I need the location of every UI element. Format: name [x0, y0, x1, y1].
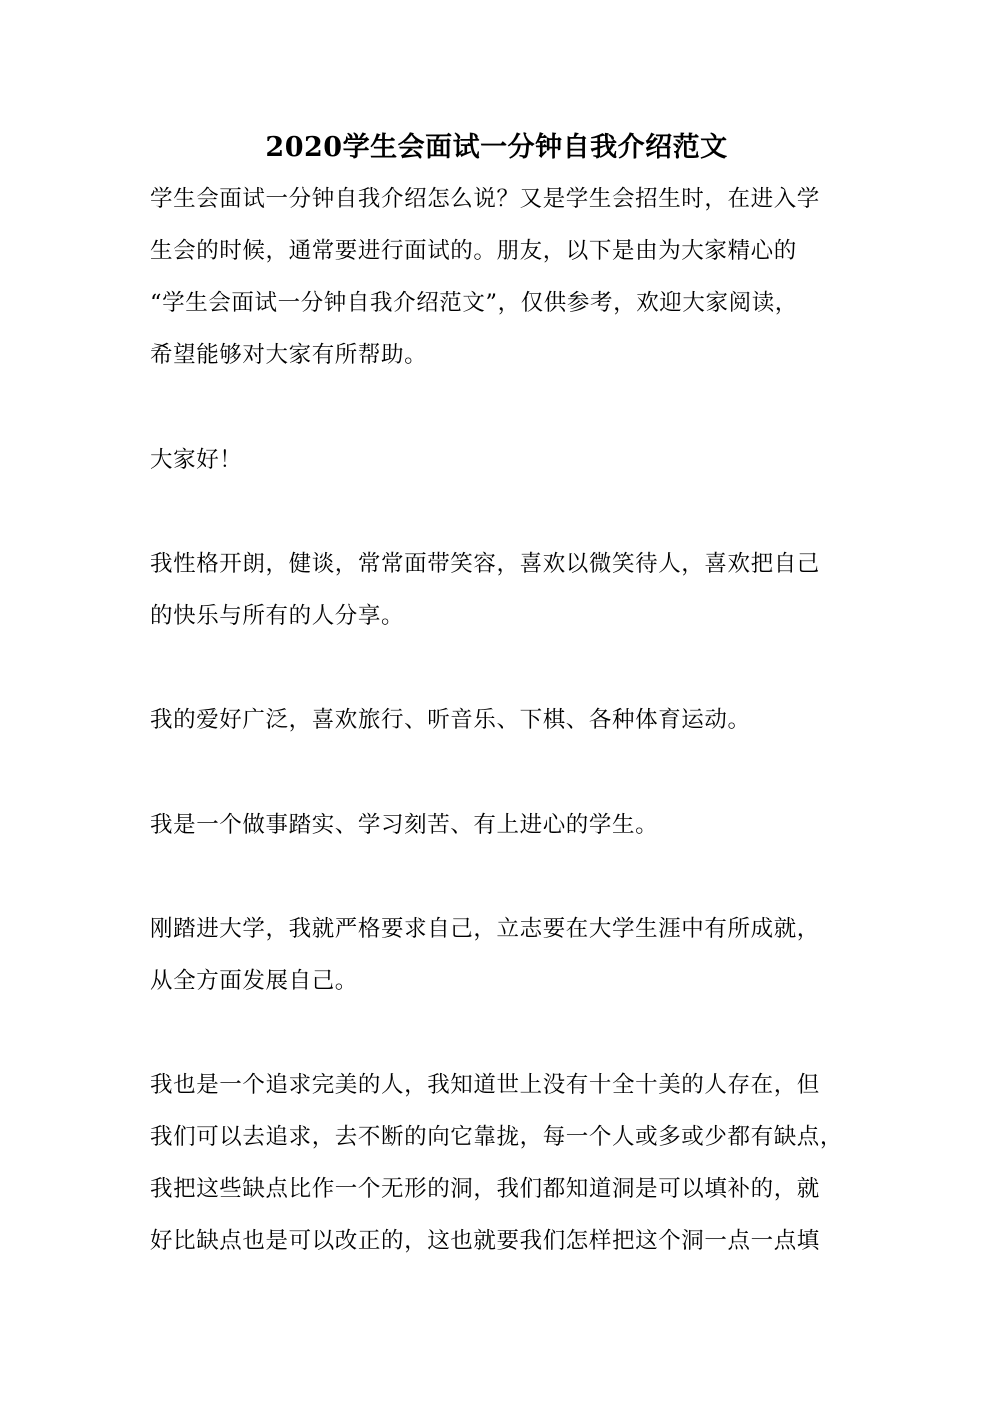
paragraph-personality-line-2: 的快乐与所有的人分享。: [150, 603, 405, 629]
paragraph-university-line-1: 刚踏进大学，我就严格要求自己，立志要在大学生涯中有所成就，: [150, 916, 820, 942]
paragraph-perfection-line-1: 我也是一个追求完美的人，我知道世上没有十全十美的人存在，但: [150, 1072, 820, 1098]
paragraph-student-line: 我是一个做事踏实、学习刻苦、有上进心的学生。: [150, 812, 659, 838]
intro-line-2: 生会的时候，通常要进行面试的。朋友，以下是由为大家精心的: [150, 238, 797, 264]
paragraph-perfection-line-4: 好比缺点也是可以改正的，这也就要我们怎样把这个洞一点一点填: [150, 1228, 820, 1254]
intro-line-1: 学生会面试一分钟自我介绍怎么说？又是学生会招生时，在进入学: [150, 186, 820, 212]
paragraph-personality-line-1: 我性格开朗，健谈，常常面带笑容，喜欢以微笑待人，喜欢把自己: [150, 551, 820, 577]
paragraph-hobbies-line: 我的爱好广泛，喜欢旅行、听音乐、下棋、各种体育运动。: [150, 707, 751, 733]
paragraph-perfection-line-2: 我们可以去追求，去不断的向它靠拢，每一个人或多或少都有缺点，: [150, 1124, 844, 1150]
intro-line-4: 希望能够对大家有所帮助。: [150, 342, 428, 368]
document-title: 2020学生会面试一分钟自我介绍范文: [265, 132, 728, 163]
paragraph-perfection-line-3: 我把这些缺点比作一个无形的洞，我们都知道洞是可以填补的，就: [150, 1176, 820, 1202]
paragraph-university-line-2: 从全方面发展自己。: [150, 968, 358, 994]
intro-line-3: “学生会面试一分钟自我介绍范文”，仅供参考，欢迎大家阅读，: [150, 290, 798, 316]
greeting-line: 大家好！: [150, 447, 243, 473]
